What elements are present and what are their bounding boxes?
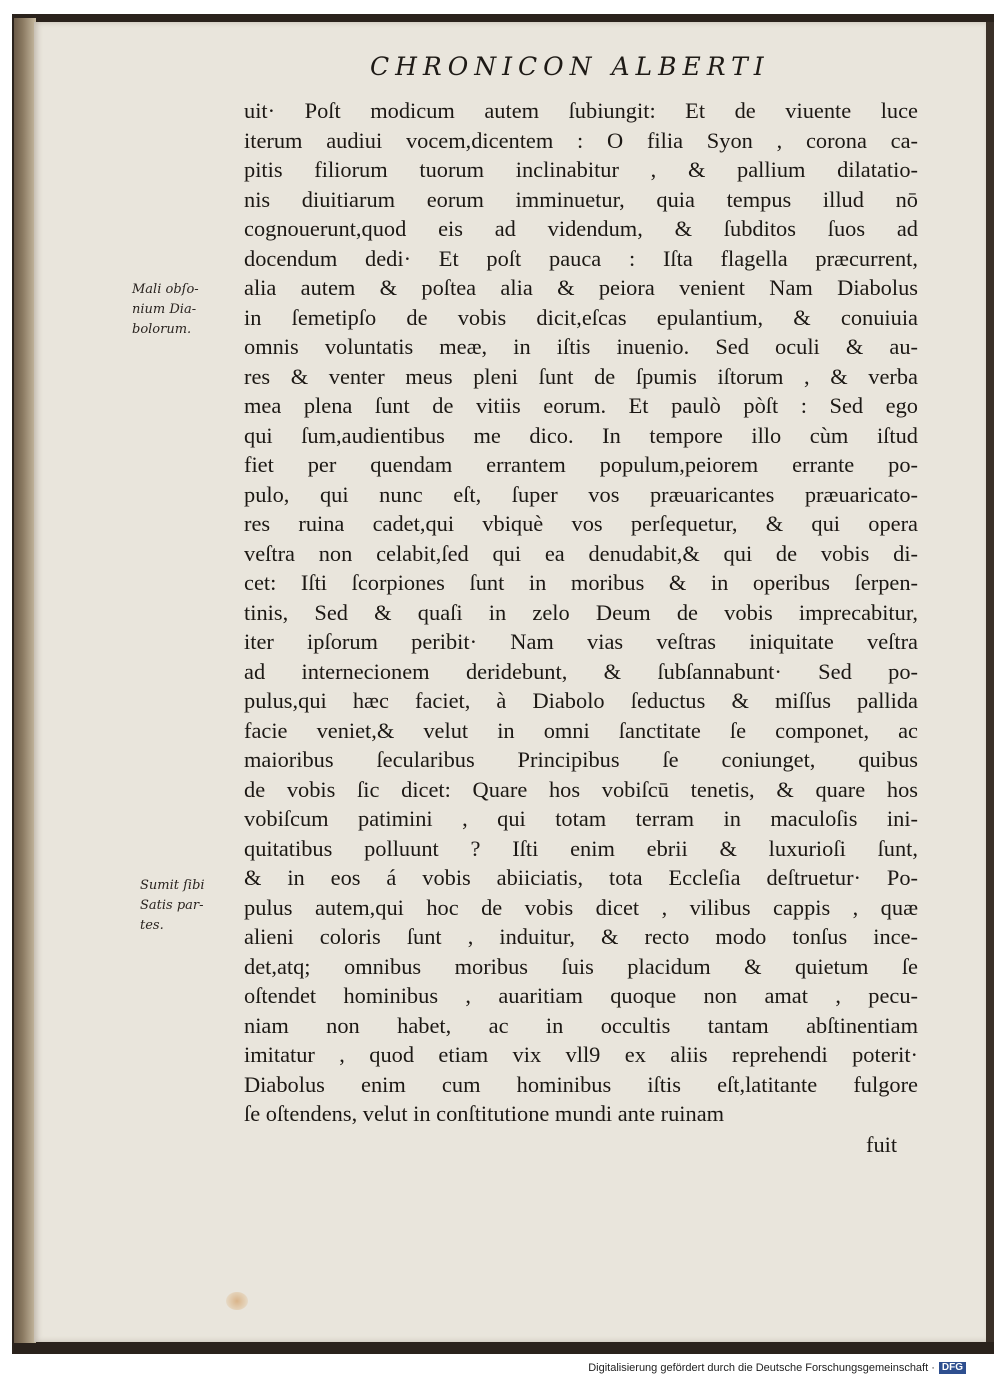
running-head: CHRONICON ALBERTI bbox=[370, 52, 770, 81]
text-line: imitatur , quod etiam vix vll9 ex aliis reprehendi poterit· bbox=[244, 1042, 918, 1067]
text-line: pitis filiorum tuorum inclinabitur , & pallium dilatatio- bbox=[244, 157, 918, 182]
digitization-credit bbox=[588, 1362, 966, 1374]
text-line: & in eos á vobis abiiciatis, tota Eccleſia deſtruetur· Po- bbox=[244, 865, 918, 890]
text-line: niam non habet, ac in occultis tantam abſtinentiam bbox=[244, 1012, 918, 1038]
credit-text: Digitalisierung gefördert durch die Deutsche Forschungsgemeinschaft · bbox=[588, 1362, 935, 1374]
text-line: uit· Poſt modicum autem ſubiungit: Et de viuente luce bbox=[244, 98, 918, 123]
text-line: iterum audiui vocem,dicentem : O filia Syon , corona ca- bbox=[244, 127, 918, 153]
text-line: mea plena ſunt de vitiis eorum. Et paulò pòſt : Sed ego bbox=[244, 393, 918, 418]
text-line: nis diuitiarum eorum imminuetur, quia tempus illud nō bbox=[244, 186, 918, 212]
text-line: de vobis ſic dicet: Quare hos vobiſcū tenetis, & quare hos bbox=[244, 776, 918, 802]
text-line: tinis, Sed & quaſi in zelo Deum de vobis imprecabitur, bbox=[244, 599, 918, 625]
marginal-note-line: Sumit ſibi bbox=[140, 878, 205, 893]
marginal-note-line: Mali obſo- bbox=[132, 282, 199, 297]
text-line: docendum dedi· Et poſt pauca : Iſta flagella præcurrent, bbox=[244, 245, 918, 271]
text-line: facie veniet,& velut in omni ſanctitate ſe componet, ac bbox=[244, 717, 918, 743]
book-spine-edge bbox=[14, 18, 36, 1343]
marginal-note-line: bolorum. bbox=[132, 322, 192, 337]
text-line: cognouerunt,quod eis ad videndum, & ſubditos ſuos ad bbox=[244, 216, 918, 241]
body-text bbox=[244, 96, 918, 1129]
text-line: ad internecionem deridebunt, & ſubſannabunt· Sed po- bbox=[244, 658, 918, 684]
text-line: maioribus ſecularibus Principibus ſe coniunget, quibus bbox=[244, 747, 918, 772]
dfg-logo: DFG bbox=[939, 1362, 966, 1374]
page-right-edge bbox=[986, 22, 994, 1342]
text-line: pulo, qui nunc eſt, ſuper vos præuaricantes præuaricato- bbox=[244, 481, 918, 507]
text-line: omnis voluntatis meæ, in iſtis inuenio. Sed oculi & au- bbox=[244, 334, 918, 359]
text-line: pulus,qui hæc faciet, à Diabolo ſeductus & miſſus pallida bbox=[244, 688, 918, 713]
text-line: alia autem & poſtea alia & peiora venient Nam Diabolus bbox=[244, 275, 918, 300]
marginal-note-line: nium Dia- bbox=[132, 302, 197, 317]
paper-stain bbox=[226, 1292, 248, 1310]
marginal-note bbox=[132, 280, 199, 340]
catchword: fuit bbox=[866, 1132, 898, 1157]
text-line: cet: Iſti ſcorpiones ſunt in moribus & in operibus ſerpen- bbox=[244, 570, 918, 595]
text-line: veſtra non celabit,ſed qui ea denudabit,& qui de vobis di- bbox=[244, 540, 918, 566]
text-line: res & venter meus pleni ſunt de ſpumis iſtorum , & verba bbox=[244, 363, 918, 389]
text-line: res ruina cadet,qui vbiquè vos perſequetur, & qui opera bbox=[244, 511, 918, 536]
marginal-note bbox=[140, 876, 205, 936]
text-line: ſe oſtendens, velut in conſtitutione mundi ante ruinam bbox=[244, 1101, 725, 1126]
text-line: iter ipſorum peribit· Nam vias veſtras iniquitate veſtra bbox=[244, 629, 918, 654]
text-line: vobiſcum patimini , qui totam terram in maculoſis ini- bbox=[244, 806, 918, 831]
text-line: qui ſum,audientibus me dico. In tempore illo cùm iſtud bbox=[244, 422, 918, 448]
text-line: oſtendet hominibus , auaritiam quoque non amat , pecu- bbox=[244, 983, 918, 1008]
marginal-note-line: tes. bbox=[140, 918, 164, 933]
text-line: in ſemetipſo de vobis dicit,eſcas epulantium, & conuiuia bbox=[244, 304, 918, 330]
text-line: det,atq; omnibus moribus ſuis placidum & quietum ſe bbox=[244, 953, 918, 979]
text-line: alieni coloris ſunt , induitur, & recto modo tonſus ince- bbox=[244, 924, 918, 949]
text-line: fiet per quendam errantem populum,peiorem errante po- bbox=[244, 452, 918, 477]
text-line: pulus autem,qui hoc de vobis dicet , vilibus cappis , quæ bbox=[244, 894, 918, 920]
text-line: quitatibus polluunt ? Iſti enim ebrii & luxurioſi ſunt, bbox=[244, 835, 918, 861]
marginal-note-line: Satis par- bbox=[140, 898, 204, 913]
text-line: Diabolus enim cum hominibus iſtis eſt,latitante fulgore bbox=[244, 1071, 918, 1097]
